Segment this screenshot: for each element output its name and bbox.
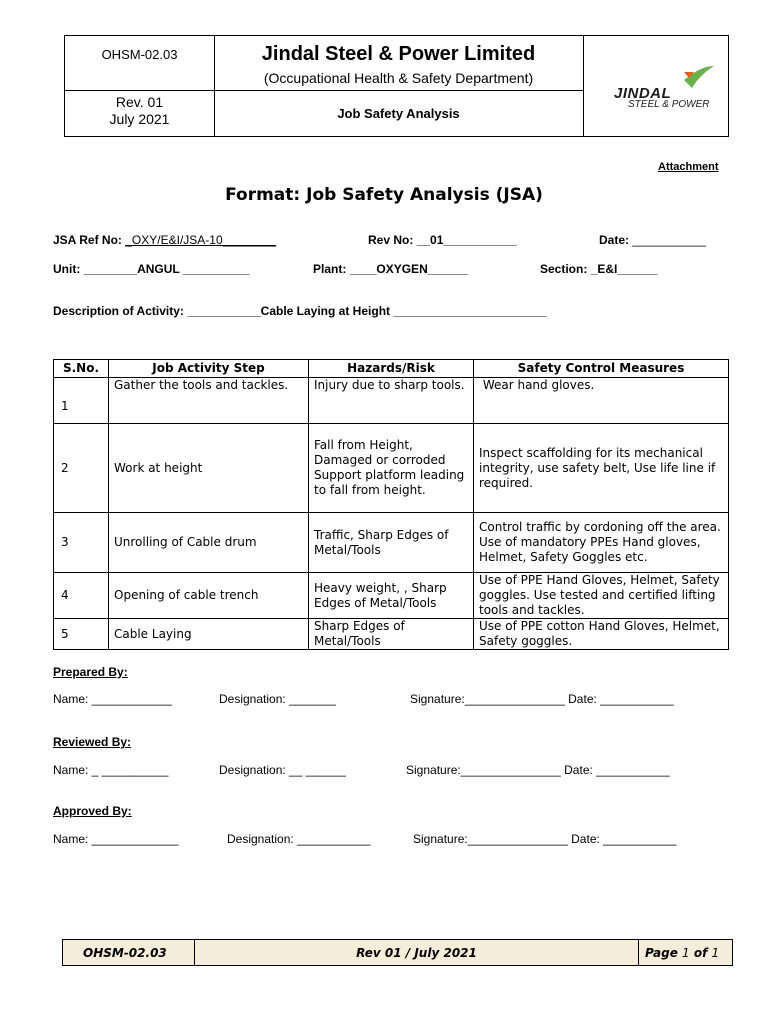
- cell-control: Use of PPE cotton Hand Gloves, Helmet, Safety goggles.: [474, 619, 729, 650]
- company-logo: [584, 36, 728, 136]
- rev-no-value: __01___________: [416, 233, 517, 247]
- prepared-by-label: Prepared By:: [53, 665, 128, 679]
- prepared-signature-date: Signature:_______________ Date: ___________: [410, 692, 674, 706]
- reviewed-name: Name: _ __________: [53, 763, 169, 777]
- rev-no-field: Rev No: __01___________: [368, 233, 517, 247]
- attachment-label: Attachment: [658, 161, 719, 173]
- revision-block: [65, 94, 214, 128]
- cell-sno: 2: [54, 424, 109, 513]
- cell-hazard: Sharp Edges of Metal/Tools: [309, 619, 474, 650]
- reviewed-by-label: Reviewed By:: [53, 735, 132, 749]
- reviewed-designation: Designation: __ ______: [219, 763, 346, 777]
- jsa-table: [53, 359, 729, 650]
- doc-title: Job Safety Analysis: [337, 106, 460, 121]
- date-field: Date: ___________: [599, 233, 706, 247]
- company-name: Jindal Steel & Power Limited: [261, 42, 536, 65]
- jsa-ref-value: _OXY/E&I/JSA-10________: [125, 233, 277, 247]
- document-header: [64, 35, 729, 137]
- cell-step: Cable Laying: [109, 619, 309, 650]
- doc-code: OHSM-02.03: [101, 46, 178, 62]
- logo-text-jindal: JINDAL: [614, 85, 672, 102]
- table-row: [54, 378, 729, 424]
- cell-step: Gather the tools and tackles.: [109, 378, 309, 424]
- cell-sno: 5: [54, 619, 109, 650]
- cell-step: Unrolling of Cable drum: [109, 513, 309, 573]
- table-row: [54, 424, 729, 513]
- cell-control: Wear hand gloves.: [474, 378, 729, 424]
- unit-field: Unit: ________ANGUL __________: [53, 262, 250, 276]
- table-row: [54, 619, 729, 650]
- table-row: [54, 513, 729, 573]
- cell-hazard: Heavy weight, , Sharp Edges of Metal/Tools: [309, 573, 474, 619]
- unit-value: ________ANGUL __________: [83, 262, 250, 276]
- page-footer: [62, 939, 733, 966]
- approved-signature-date: Signature:_______________ Date: ___________: [413, 832, 677, 846]
- prepared-name: Name: ____________: [53, 692, 172, 706]
- column-header-control: Safety Control Measures: [474, 360, 729, 378]
- section-value: _E&I______: [590, 262, 658, 276]
- approved-designation: Designation: ___________: [227, 832, 371, 846]
- reviewed-signature-date: Signature:_______________ Date: ___________: [406, 763, 670, 777]
- cell-step: Work at height: [109, 424, 309, 513]
- jsa-ref-field: JSA Ref No: _OXY/E&I/JSA-10________: [53, 233, 277, 247]
- plant-field: Plant: ____OXYGEN______: [313, 262, 468, 276]
- footer-page-number: Page 1 of 1: [645, 945, 720, 960]
- activity-value: ___________Cable Laying at Height _______________________: [187, 304, 547, 318]
- cell-control: Inspect scaffolding for its mechanical integrity, use safety belt, Use life line if required.: [474, 424, 729, 513]
- footer-revision: Rev 01 / July 2021: [195, 940, 639, 965]
- footer-doc-code: OHSM-02.03: [63, 940, 195, 965]
- cell-control: Control traffic by cordoning off the area. Use of mandatory PPEs Hand gloves, Helmet, Safety Goggles etc.: [474, 513, 729, 573]
- date-value: ___________: [632, 233, 706, 247]
- table-header-row: [54, 360, 729, 378]
- cell-step: Opening of cable trench: [109, 573, 309, 619]
- column-header-step: Job Activity Step: [109, 360, 309, 378]
- cell-sno: 4: [54, 573, 109, 619]
- revision-number: Rev. 01: [115, 94, 164, 110]
- activity-field: Description of Activity: ___________Cable Laying at Height _______________________: [53, 304, 547, 318]
- logo-text-steel-power: STEEL & POWER: [628, 99, 710, 110]
- cell-hazard: Fall from Height, Damaged or corroded Support platform leading to fall from height.: [309, 424, 474, 513]
- department-name: (Occupational Health & Safety Department): [263, 70, 534, 86]
- approved-name: Name: _____________: [53, 832, 179, 846]
- column-header-sno: S.No.: [54, 360, 109, 378]
- approved-by-label: Approved By:: [53, 804, 132, 818]
- cell-hazard: Traffic, Sharp Edges of Metal/Tools: [309, 513, 474, 573]
- cell-hazard: Injury due to sharp tools.: [309, 378, 474, 424]
- plant-value: ____OXYGEN______: [349, 262, 468, 276]
- cell-control: Use of PPE Hand Gloves, Helmet, Safety goggles. Use tested and certified lifting tools and tackles.: [474, 573, 729, 619]
- format-title: Format: Job Safety Analysis (JSA): [225, 185, 543, 205]
- column-header-hazard: Hazards/Risk: [309, 360, 474, 378]
- prepared-designation: Designation: _______: [219, 692, 336, 706]
- cell-sno: 1: [54, 378, 109, 424]
- section-field: Section: _E&I______: [540, 262, 658, 276]
- cell-sno: 3: [54, 513, 109, 573]
- table-row: [54, 573, 729, 619]
- revision-date: July 2021: [109, 111, 170, 127]
